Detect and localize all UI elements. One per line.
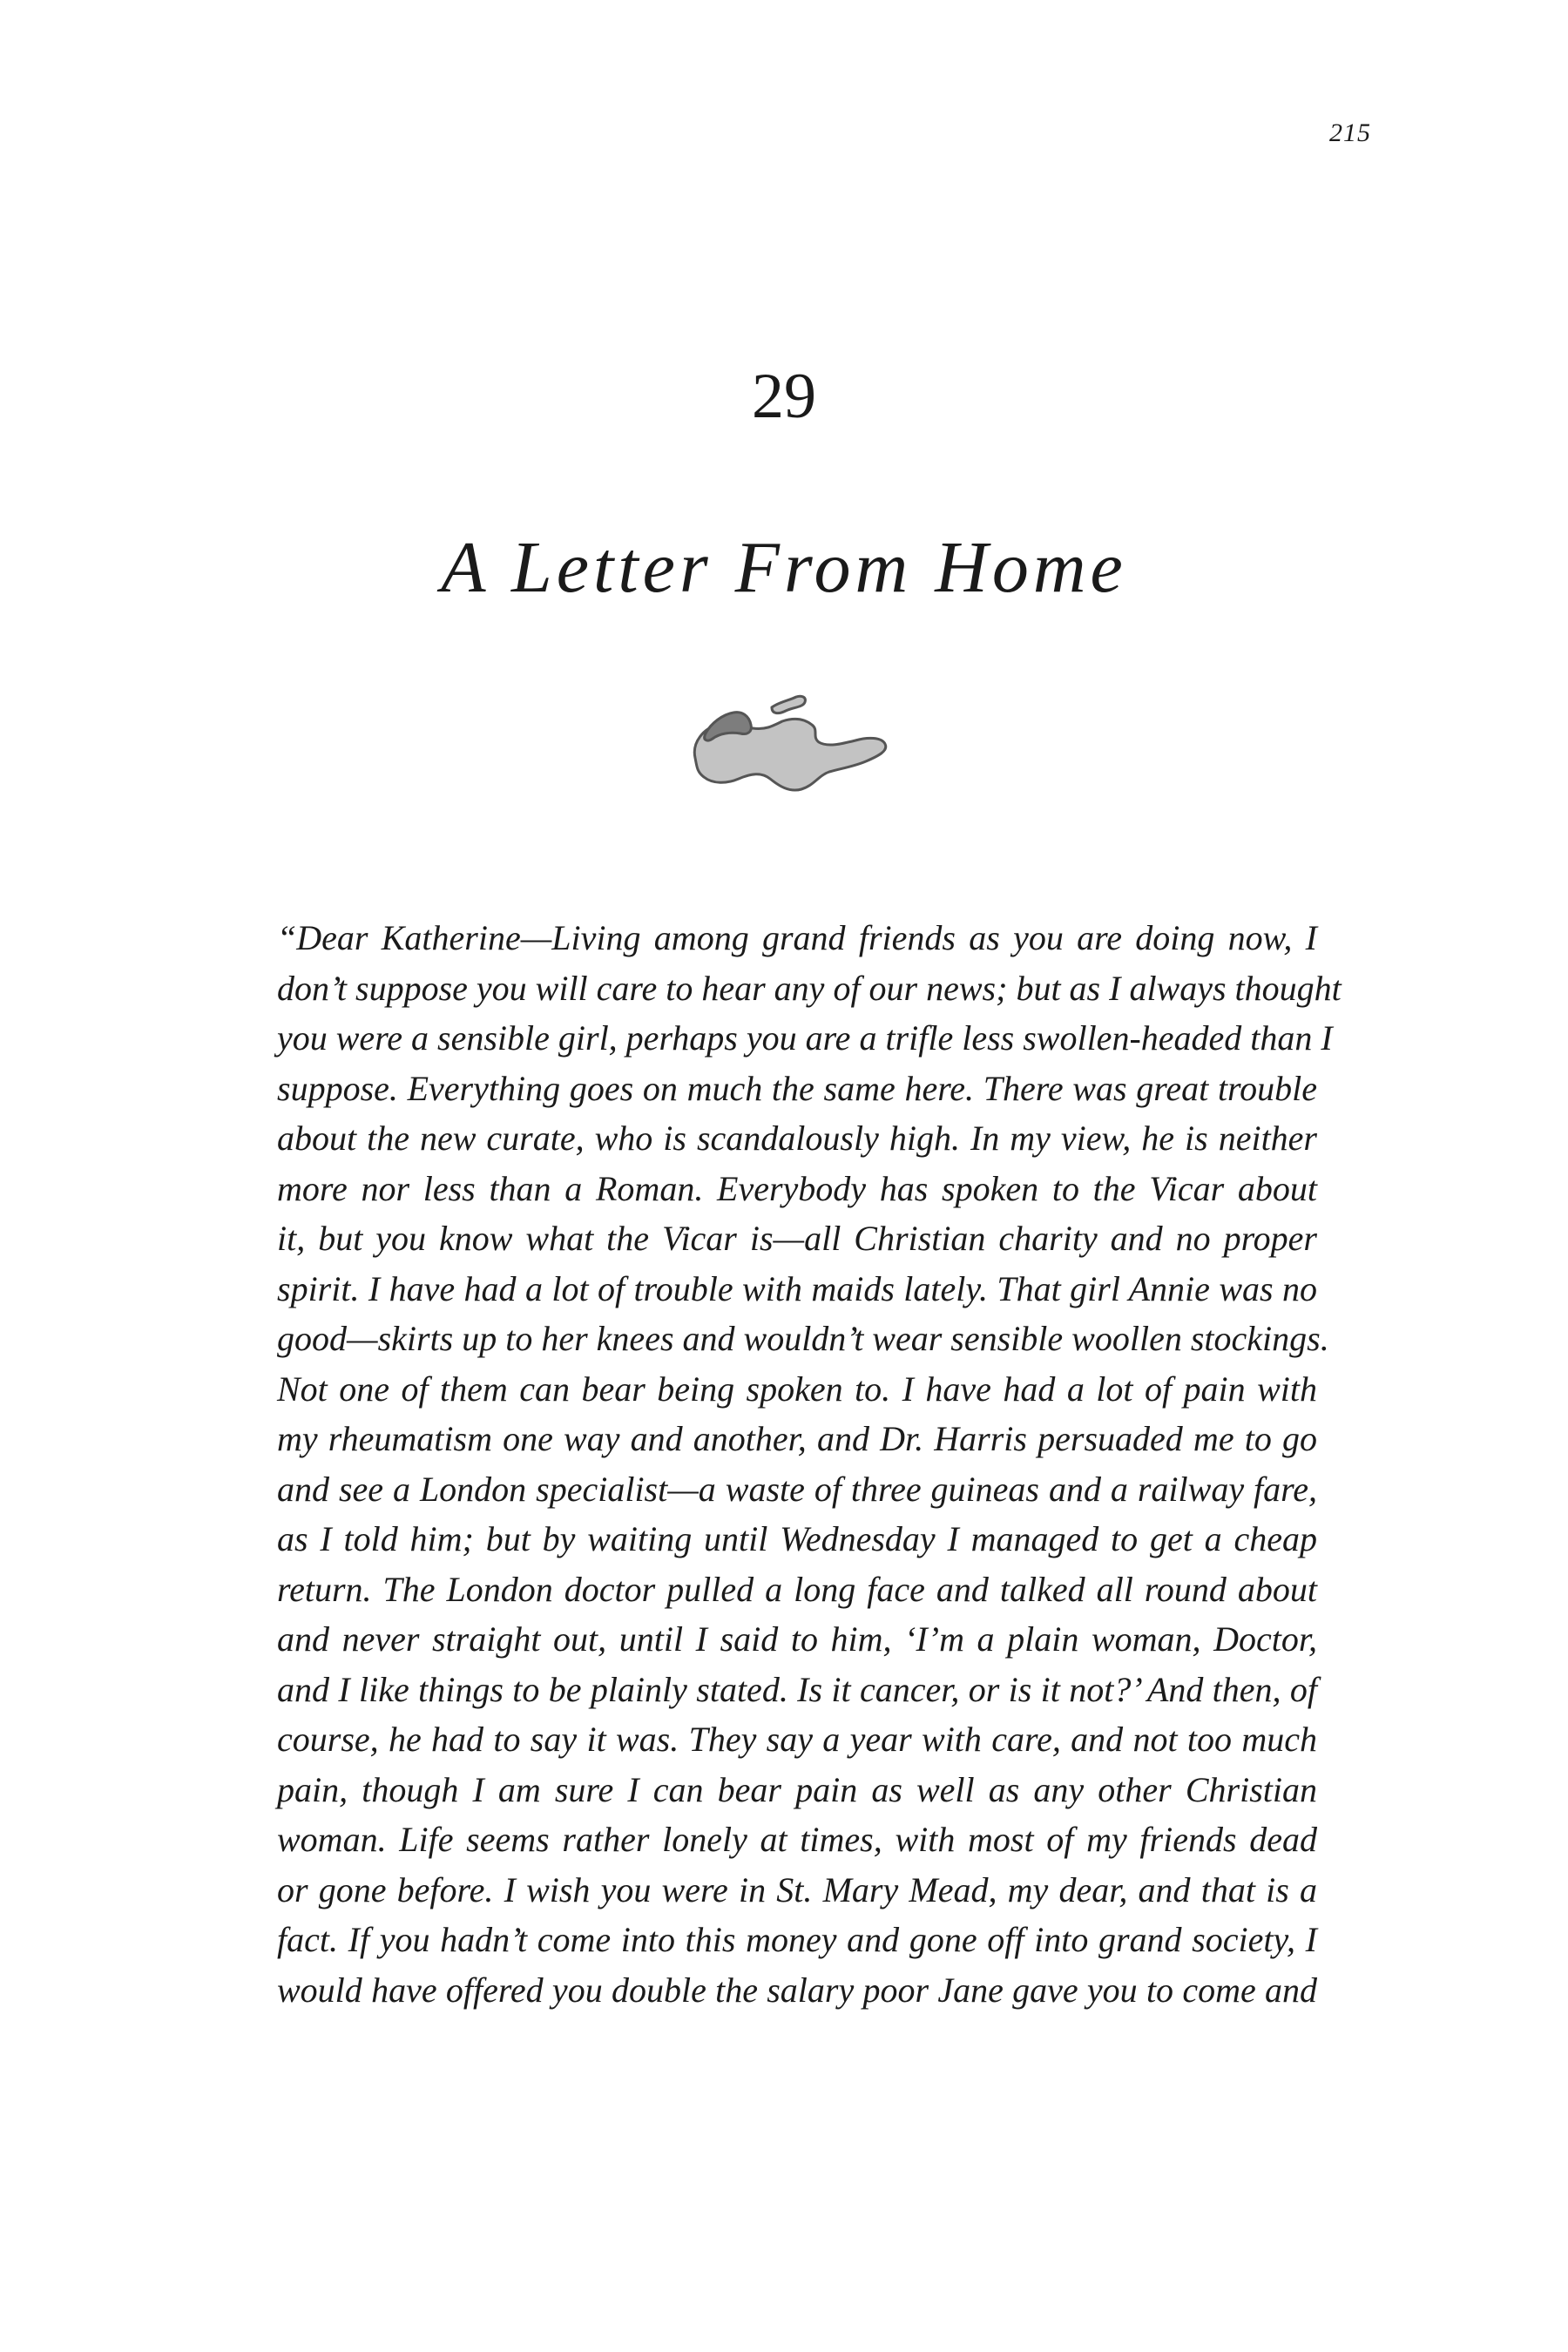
text-line: as I told him; but by waiting until Wednesday I managed to get a cheap <box>277 1519 1317 1558</box>
page-number: 215 <box>1329 118 1371 147</box>
text-line: course, he had to say it was. They say a year with care, and not too much <box>277 1720 1317 1759</box>
text-line: more nor less than a Roman. Everybody has spoken to the Vicar about <box>277 1168 1317 1208</box>
text-line: Not one of them can bear being spoken to. I have had a lot of pain with <box>277 1369 1317 1409</box>
text-line: and see a London specialist—a waste of three guineas and a railway fare, <box>277 1469 1317 1509</box>
text-line: would have offered you double the salary poor Jane gave you to come and <box>277 1970 1317 2010</box>
chapter-number: 29 <box>752 361 816 432</box>
text-line: or gone before. I wish you were in St. Mary Mead, my dear, and that is a <box>277 1869 1317 1909</box>
text-line: good—skirts up to her knees and wouldn’t wear sensible woollen stockings. <box>277 1319 1329 1358</box>
text-line: return. The London doctor pulled a long face and talked all round about <box>277 1569 1317 1609</box>
text-line: and never straight out, until I said to him, ‘I’m a plain woman, Doctor, <box>277 1619 1317 1659</box>
letter-body <box>277 913 1342 2015</box>
chapter-title: A Letter From Home <box>441 527 1127 608</box>
text-line: suppose. Everything goes on much the same here. There was great trouble <box>277 1068 1317 1108</box>
text-line: my rheumatism one way and another, and Dr. Harris persuaded me to go <box>277 1419 1317 1458</box>
text-line: don’t suppose you will care to hear any of our news; but as I always thought <box>277 968 1342 1008</box>
text-line: about the new curate, who is scandalously high. In my view, he is neither <box>277 1119 1317 1158</box>
text-line: “Dear Katherine—Living among grand friends as you are doing now, I <box>277 918 1317 957</box>
text-line: it, but you know what the Vicar is—all Christian charity and no proper <box>277 1219 1317 1258</box>
text-line: spirit. I have had a lot of trouble with maids lately. That girl Annie was no <box>277 1268 1317 1308</box>
text-line: you were a sensible girl, perhaps you are a trifle less swollen-headed than I <box>277 1018 1333 1058</box>
text-line: fact. If you hadn’t come into this money and gone off into grand society, I <box>277 1920 1317 1959</box>
text-line: woman. Life seems rather lonely at times, with most of my friends dead <box>277 1820 1317 1859</box>
text-line: and I like things to be plainly stated. Is it cancer, or is it not?’ And then, of <box>277 1669 1317 1709</box>
text-line: pain, though I am sure I can bear pain as well as any other Christian <box>277 1769 1317 1809</box>
map-ornament-icon <box>688 688 897 810</box>
ornament-islet <box>772 696 805 713</box>
